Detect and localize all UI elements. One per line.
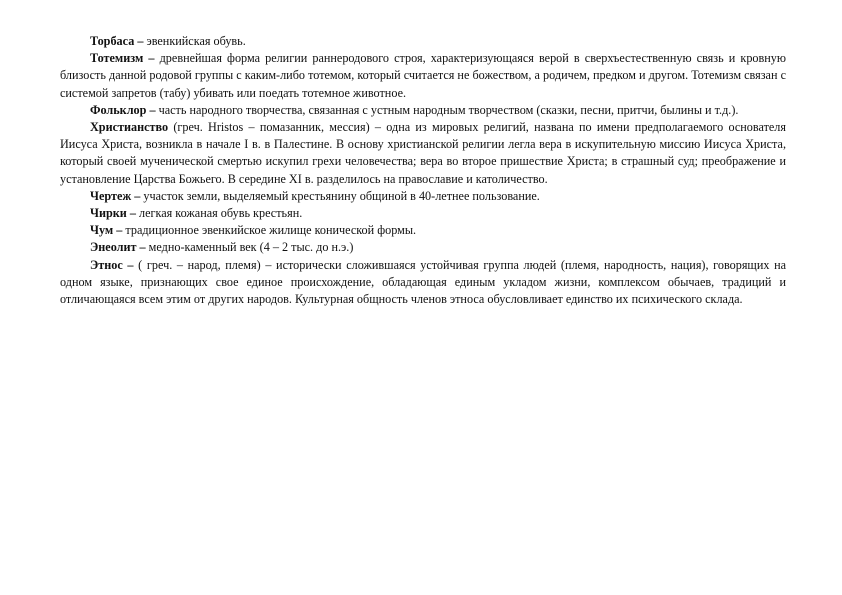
glossary-entry-chum <box>60 222 786 239</box>
glossary-entry-chirki <box>60 205 786 222</box>
definition-eneolit: медно-каменный век (4 – 2 тыс. до н.э.) <box>148 240 354 255</box>
glossary-entry-christianstvo <box>60 119 786 188</box>
term-torbasa: Торбаса – <box>90 34 144 48</box>
definition-christianstvo: (греч. Hristos – помазанник, мессия) – одна из мировых религий, названа по имени предполагаемого основателя Иисуса Христа, возникла в начале I в. в Палестине. В основу христианской религии легла вера в искупительную миссию Иисуса Христа, который своей мученической смертью искупил грехи человечества; вера во второе пришествие Христа; в страшный суд; преображение и установление Царства Божьего. В середине XI в. разделилось на православие и католичество. <box>60 120 786 186</box>
definition-chirki: легкая кожаная обувь крестьян. <box>138 206 303 221</box>
definition-etnos: ( греч. – народ, племя) – исторически сложившаяся устойчивая группа людей (племя, народность, нация), говорящих на одном языке, признающих свое единое происхождение, обладающая единым укладом жизни, комплексом обычаев, традиций и отличающаяся всем этим от других народов. Культурная общность членов этноса обусловливает единство их психического склада. <box>60 257 787 307</box>
term-chirki: Чирки – <box>90 206 136 221</box>
glossary-entry-totemizm <box>60 50 786 102</box>
term-christianstvo: Христианство <box>90 120 169 135</box>
term-chum: Чум – <box>90 223 123 238</box>
term-etnos: Этнос – <box>90 257 134 272</box>
definition-chum: традиционное эвенкийское жилище конической формы. <box>125 223 417 238</box>
glossary-entry-folklor <box>60 102 786 119</box>
term-eneolit: Энеолит – <box>90 240 146 255</box>
definition-chertezh: участок земли, выделяемый крестьянину общиной в 40-летнее пользование. <box>143 188 540 203</box>
definition-folklor: часть народного творчества, связанная с устным народным творчеством (сказки, песни, притчи, былины и т.д.). <box>158 102 739 117</box>
definition-totemizm: древнейшая форма религии раннеродового строя, характеризующаяся верой в сверхъестественную связь и кровную близость данной родовой группы с каким-либо тотемом, который считается не божеством, а родичем, предком и другом. Тотемизм связан с системой запретов (табу) убивать или поедать тотемное животное. <box>60 51 786 100</box>
glossary-entry-chertezh <box>60 188 786 205</box>
glossary-entry-eneolit <box>60 239 786 256</box>
glossary-entry-etnos <box>60 257 786 309</box>
glossary-entry-torbasa <box>60 33 786 50</box>
term-folklor: Фольклор – <box>90 102 156 117</box>
definition-torbasa: эвенкийская обувь. <box>146 34 246 48</box>
term-chertezh: Чертеж – <box>90 188 141 203</box>
term-totemizm: Тотемизм – <box>90 51 155 66</box>
glossary-text <box>60 33 786 308</box>
